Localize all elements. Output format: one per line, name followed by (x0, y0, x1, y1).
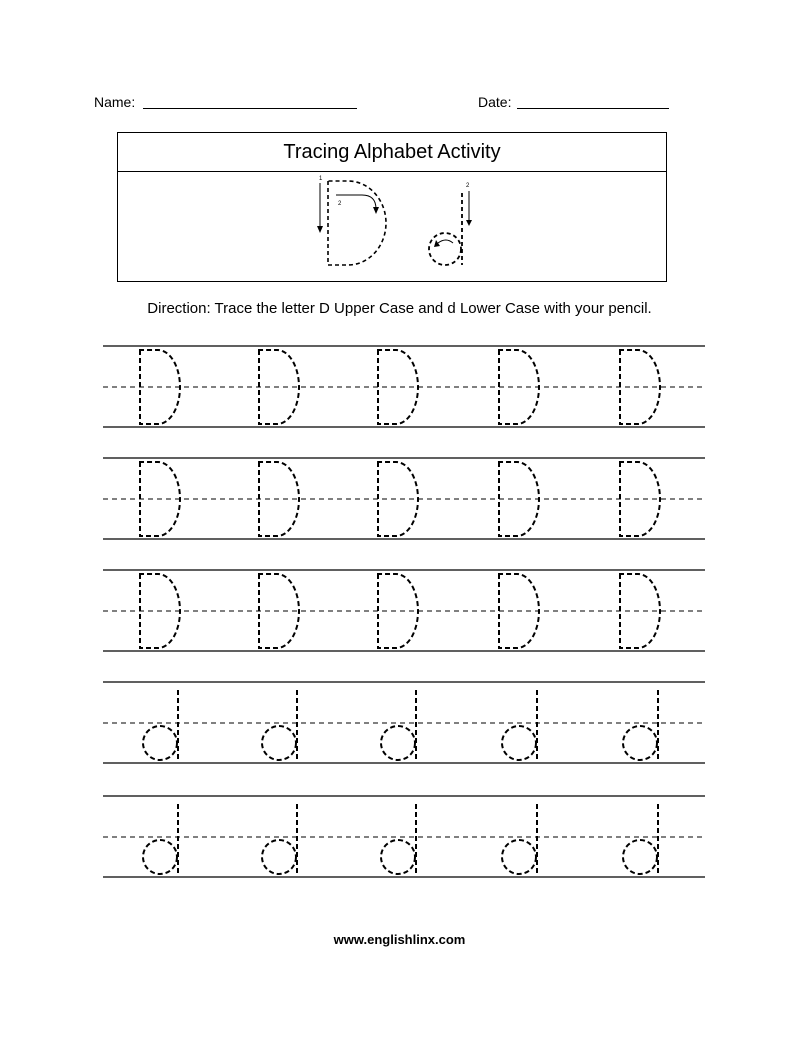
stroke-number: 1 (319, 176, 323, 182)
footer-url: www.englishlinx.com (333, 932, 466, 947)
trace-letter-lower-d (502, 690, 537, 762)
worksheet-title: Tracing Alphabet Activity (118, 133, 666, 172)
trace-letter-lower-d (143, 690, 178, 762)
date-label: Date: (478, 94, 512, 110)
trace-letter-lower-d (143, 804, 178, 876)
practice-row (103, 796, 705, 877)
direction-text: Direction: Trace the letter D Upper Case and d Lower Case with your pencil. (147, 300, 652, 317)
trace-letter-lower-d (623, 690, 658, 762)
name-label: Name: (94, 94, 136, 110)
trace-letter-lower-d (381, 804, 416, 876)
practice-row (103, 570, 705, 651)
trace-letter-lower-d (381, 690, 416, 762)
trace-letter-lower-d (623, 804, 658, 876)
trace-letter-lower-d (262, 690, 297, 762)
trace-letter-lower-d (262, 804, 297, 876)
practice-row (103, 346, 705, 427)
stroke-number: 2 (466, 183, 470, 189)
stroke-number: 2 (338, 201, 342, 207)
practice-row (103, 682, 705, 763)
trace-letter-lower-d (502, 804, 537, 876)
practice-row (103, 458, 705, 539)
